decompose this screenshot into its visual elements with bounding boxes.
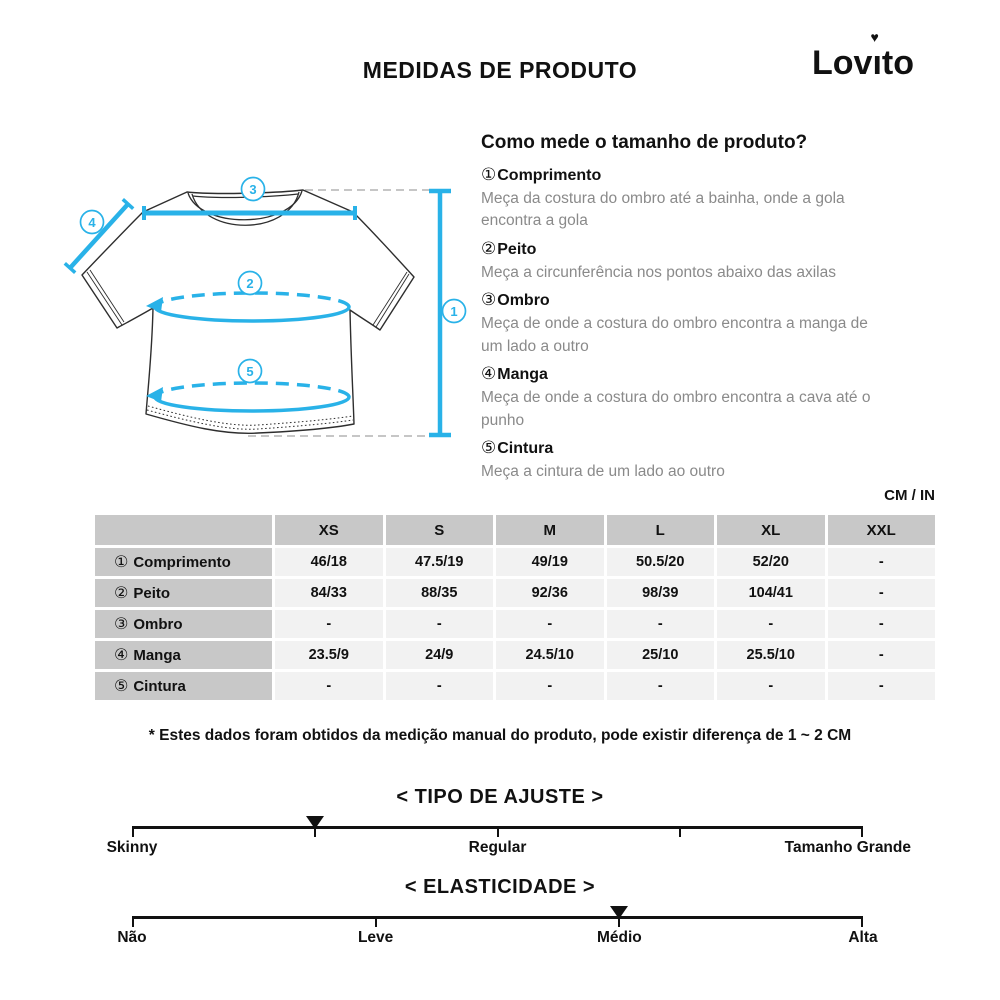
table-cell: 23.5/9 xyxy=(275,641,383,669)
table-cell: 88/35 xyxy=(386,579,494,607)
measure-item-title: ④Manga xyxy=(481,364,548,384)
row-label-comprimento: ① Comprimento xyxy=(95,548,272,576)
measure-badge-3 xyxy=(242,178,265,201)
elasticity-label-leve: Leve xyxy=(357,929,394,946)
row-label-ombro: ③ Ombro xyxy=(95,610,272,638)
table-cell: - xyxy=(275,610,383,638)
measure-item-desc: Meça de onde a costura do ombro encontra a manga de um lado a outro xyxy=(481,315,868,355)
how-to-heading: Como mede o tamanho de produto? xyxy=(481,132,808,153)
table-cell: - xyxy=(828,641,936,669)
measure-item-title: ②Peito xyxy=(481,238,537,258)
circled-number: ② xyxy=(481,238,497,258)
table-cell: - xyxy=(275,672,383,700)
tick-mark xyxy=(679,828,681,837)
table-cell: 46/18 xyxy=(275,548,383,576)
elasticity-label-nao: Não xyxy=(117,929,147,946)
svg-text:5: 5 xyxy=(246,364,254,379)
fit-label-skinny: Skinny xyxy=(106,839,158,856)
page-title: MEDIDAS DE PRODUTO xyxy=(362,57,638,83)
tick-mark xyxy=(314,828,316,837)
table-cell: 25.5/10 xyxy=(717,641,825,669)
tick-mark xyxy=(132,828,134,837)
table-cell: - xyxy=(828,548,936,576)
table-cell: 84/33 xyxy=(275,579,383,607)
fit-slider-title: < TIPO DE AJUSTE > xyxy=(396,786,604,808)
row-label-manga: ④ Manga xyxy=(95,641,272,669)
how-to-measure-section xyxy=(481,132,883,487)
col-header-xxl: XXL xyxy=(828,515,936,545)
measure-item-desc: Meça a circunferência nos pontos abaixo das axilas xyxy=(481,263,836,281)
table-cell: - xyxy=(386,672,494,700)
measure-item-title: ①Comprimento xyxy=(481,165,602,184)
fit-slider xyxy=(106,826,912,856)
tshirt-diagram xyxy=(58,148,478,468)
logo-letter-i: ı ♥ xyxy=(870,29,882,82)
table-cell: - xyxy=(717,610,825,638)
measure-badge-5 xyxy=(239,360,262,383)
svg-text:3: 3 xyxy=(249,182,257,197)
col-header-empty xyxy=(95,515,272,545)
table-cell: 24/9 xyxy=(386,641,494,669)
table-cell: - xyxy=(386,610,494,638)
table-cell: 92/36 xyxy=(496,579,604,607)
row-label-peito: ② Peito xyxy=(95,579,272,607)
svg-text:1: 1 xyxy=(450,304,458,319)
table-cell: 98/39 xyxy=(607,579,715,607)
tick-mark xyxy=(861,918,863,927)
elasticity-slider-title: < ELASTICIDADE > xyxy=(404,876,596,898)
measurement-disclaimer: * Estes dados foram obtidos da medição manual do produto, pode existir diferença de 1 ~ 2 CM xyxy=(148,727,852,744)
table-cell: 50.5/20 xyxy=(607,548,715,576)
fit-label-regular: Regular xyxy=(468,839,527,856)
col-header-l: L xyxy=(607,515,715,545)
svg-text:2: 2 xyxy=(246,276,254,291)
tick-mark xyxy=(375,918,377,927)
tick-mark xyxy=(861,828,863,837)
table-cell: 49/19 xyxy=(496,548,604,576)
col-header-m: M xyxy=(496,515,604,545)
measure-item-desc: Meça de onde a costura do ombro encontra a cava até o punho xyxy=(481,389,871,429)
table-cell: - xyxy=(496,610,604,638)
row-label-cintura: ⑤ Cintura xyxy=(95,672,272,700)
table-cell: - xyxy=(717,672,825,700)
table-cell: - xyxy=(828,672,936,700)
heart-icon: ♥ xyxy=(870,29,879,45)
table-cell: 24.5/10 xyxy=(496,641,604,669)
table-cell: 25/10 xyxy=(607,641,715,669)
lovito-logo xyxy=(812,29,914,83)
table-cell: 47.5/19 xyxy=(386,548,494,576)
measure-badge-4 xyxy=(81,211,104,234)
measure-badge-1 xyxy=(443,300,466,323)
tshirt-outline xyxy=(82,190,414,433)
tick-mark xyxy=(497,828,499,837)
measure-item-title: ③Ombro xyxy=(481,290,550,310)
measure-item-desc: Meça da costura do ombro até a bainha, onde a gola encontra a gola xyxy=(481,189,845,230)
circled-number: ⑤ xyxy=(481,438,497,458)
size-table xyxy=(95,515,935,700)
fit-marker-icon xyxy=(306,816,324,829)
circled-number: ③ xyxy=(481,290,497,310)
table-cell: 104/41 xyxy=(717,579,825,607)
unit-label: CM / IN xyxy=(884,487,935,504)
circled-number: ④ xyxy=(481,364,497,384)
elasticity-label-alta: Alta xyxy=(848,929,878,946)
col-header-xl: XL xyxy=(717,515,825,545)
logo-part: to xyxy=(881,44,914,82)
col-header-xs: XS xyxy=(275,515,383,545)
logo-part: Lov xyxy=(812,44,873,82)
elasticity-marker-icon xyxy=(610,906,628,919)
table-cell: - xyxy=(828,579,936,607)
table-cell: 52/20 xyxy=(717,548,825,576)
fit-label-tamanho-grande: Tamanho Grande xyxy=(784,839,912,856)
table-cell: - xyxy=(607,672,715,700)
circled-number: ① xyxy=(481,165,497,184)
svg-text:4: 4 xyxy=(88,215,96,230)
table-cell: - xyxy=(828,610,936,638)
table-cell: - xyxy=(496,672,604,700)
measure-item-desc: Meça a cintura de um lado ao outro xyxy=(481,462,725,480)
tick-mark xyxy=(132,918,134,927)
col-header-s: S xyxy=(386,515,494,545)
elasticity-label-medio: Médio xyxy=(596,929,642,946)
tick-mark xyxy=(618,918,620,927)
measure-item-title: ⑤Cintura xyxy=(481,438,554,458)
elasticity-slider xyxy=(117,916,878,946)
measure-badge-2 xyxy=(239,272,262,295)
table-cell: - xyxy=(607,610,715,638)
